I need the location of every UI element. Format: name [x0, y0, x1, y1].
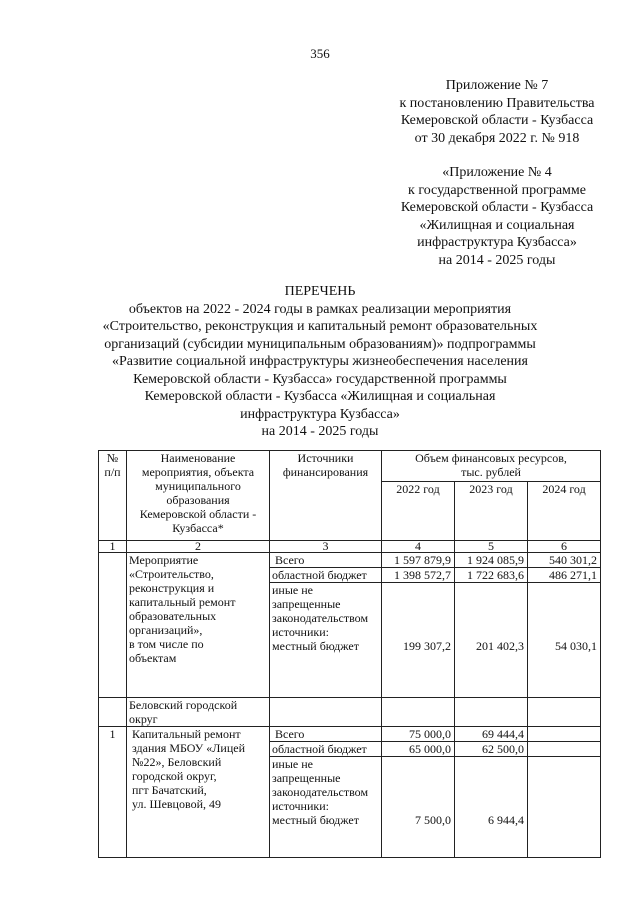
appendix-4-block — [352, 164, 640, 269]
col-number: 2 — [127, 541, 270, 553]
value-cell: 7 500,0 — [382, 757, 455, 858]
measure-total-row — [99, 553, 601, 568]
appendix-7-line: от 30 декабря 2022 г. № 918 — [414, 130, 580, 146]
measure-name-cell: Мероприятие «Строительство, реконструкция и капитальный ремонт образовательных организаций», в том числе по объектам — [127, 553, 270, 698]
value-cell: 201 402,3 — [455, 583, 528, 698]
title-line: Кемеровской области - Кузбасса» государственной программы — [133, 371, 507, 387]
title-line: ПЕРЕЧЕНЬ — [284, 284, 356, 299]
object-name-cell: Капитальный ремонт здания МБОУ «Лицей №22», Беловский городской округ, пгт Бачатский, ул. Шевцовой, 49 — [127, 727, 270, 858]
value-cell: 1 924 085,9 — [455, 553, 528, 568]
value-cell: 75 000,0 — [382, 727, 455, 742]
title-line: на 2014 - 2025 годы — [261, 424, 379, 439]
value-cell: 65 000,0 — [382, 742, 455, 757]
header-name: Наименование мероприятия, объекта муниципального образования Кемеровской области - Кузбасса* — [127, 451, 270, 541]
column-numbers-row — [99, 541, 601, 553]
object-total-row — [99, 727, 601, 742]
financing-table — [98, 450, 601, 858]
object-num: 1 — [99, 727, 127, 858]
value-cell: 486 271,1 — [528, 568, 601, 583]
header-year-2023: 2023 год — [455, 482, 528, 541]
value-cell — [528, 757, 601, 858]
appendix-4-line: «Приложение № 4 — [442, 165, 552, 180]
value-cell: 540 301,2 — [528, 553, 601, 568]
title-line: организаций (субсидии муниципальным образованиям)» подпрограммы — [104, 336, 536, 352]
empty-cell — [382, 698, 455, 727]
page-number: 356 — [310, 46, 330, 61]
appendix-4-line: «Жилищная и социальная — [419, 217, 575, 233]
header-num: № п/п — [99, 451, 127, 541]
col-number: 6 — [528, 541, 601, 553]
value-cell: 1 398 572,7 — [382, 568, 455, 583]
value-cell — [528, 742, 601, 757]
header-row — [99, 451, 601, 482]
source-label: иные не запрещенные законодательством источники: местный бюджет — [270, 583, 382, 698]
appendix-4-line: Кемеровской области - Кузбасса — [400, 200, 594, 215]
title-line: «Строительство, реконструкция и капитальный ремонт образовательных — [102, 319, 538, 334]
appendix-7-line: Приложение № 7 — [445, 78, 549, 93]
title-line: инфраструктура Кузбасса» — [240, 406, 400, 422]
col-number: 1 — [99, 541, 127, 553]
empty-cell — [528, 698, 601, 727]
measure-num-cell — [99, 553, 127, 698]
value-cell: 6 944,4 — [455, 757, 528, 858]
col-number: 3 — [270, 541, 382, 553]
empty-cell — [270, 698, 382, 727]
col-number: 4 — [382, 541, 455, 553]
appendix-4-line: на 2014 - 2025 годы — [438, 252, 556, 268]
appendix-7-block — [352, 77, 640, 147]
document-title — [0, 283, 640, 441]
appendix-4-line: инфраструктура Кузбасса» — [417, 235, 577, 250]
value-cell: 1 597 879,9 — [382, 553, 455, 568]
district-row — [99, 698, 601, 727]
appendix-7-line: к постановлению Правительства — [399, 95, 595, 111]
header-year-2024: 2024 год — [528, 482, 601, 541]
empty-cell — [455, 698, 528, 727]
title-line: объектов на 2022 - 2024 годы в рамках реализации мероприятия — [128, 301, 512, 317]
value-cell: 62 500,0 — [455, 742, 528, 757]
header-volume: Объем финансовых ресурсов, тыс. рублей — [382, 451, 601, 482]
header-year-2022: 2022 год — [382, 482, 455, 541]
col-number: 5 — [455, 541, 528, 553]
source-label: иные не запрещенные законодательством источники: местный бюджет — [270, 757, 382, 858]
header-source: Источники финансирования — [270, 451, 382, 541]
source-label: Всего — [270, 553, 382, 568]
source-label: областной бюджет — [270, 742, 382, 757]
appendix-4-line: к государственной программе — [408, 182, 586, 198]
value-cell: 54 030,1 — [528, 583, 601, 698]
district-name: Беловский городской округ — [127, 698, 270, 727]
value-cell: 69 444,4 — [455, 727, 528, 742]
district-num-cell — [99, 698, 127, 727]
value-cell — [528, 727, 601, 742]
source-label: областной бюджет — [270, 568, 382, 583]
source-label: Всего — [270, 727, 382, 742]
appendix-7-line: Кемеровской области - Кузбасса — [400, 113, 594, 128]
title-line: «Развитие социальной инфраструктуры жизнеобеспечения населения — [112, 354, 528, 369]
title-line: Кемеровской области - Кузбасса «Жилищная и социальная — [144, 389, 496, 404]
value-cell: 1 722 683,6 — [455, 568, 528, 583]
value-cell: 199 307,2 — [382, 583, 455, 698]
